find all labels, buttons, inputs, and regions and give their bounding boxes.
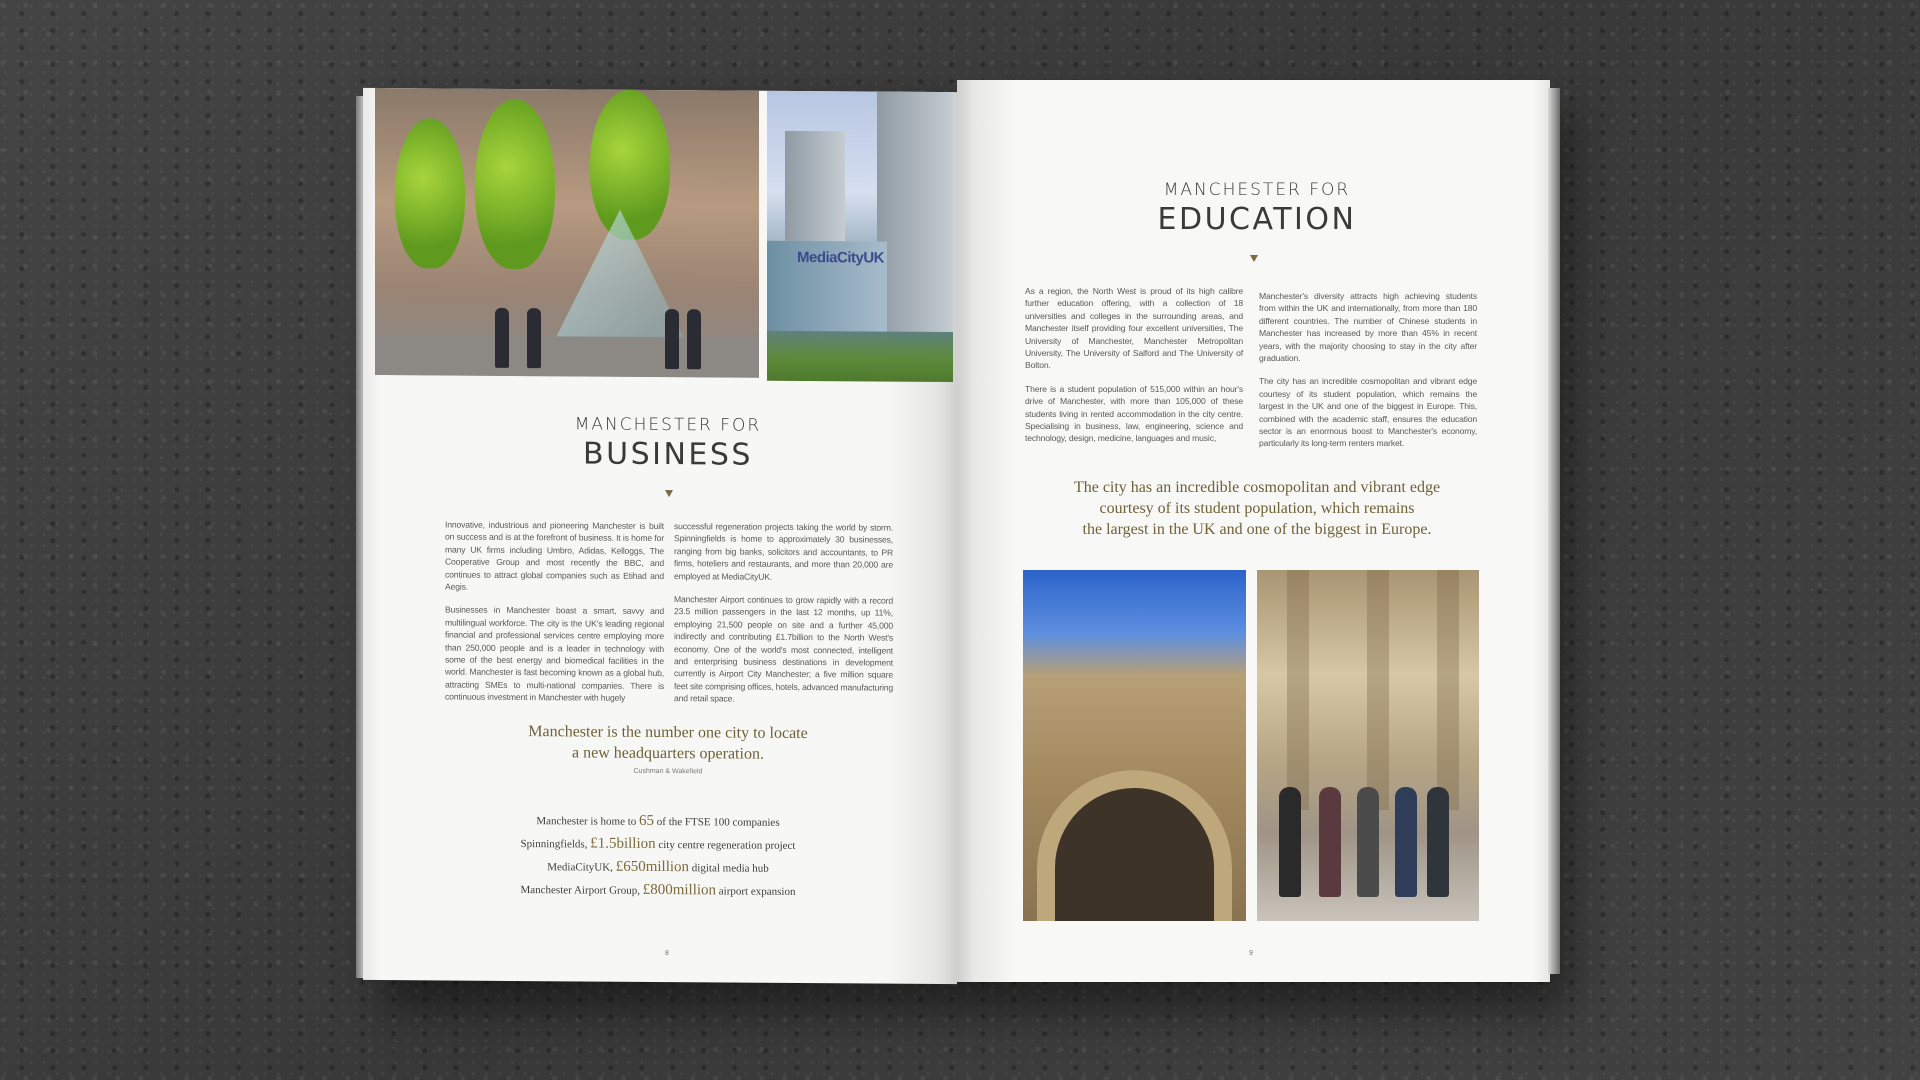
- paragraph: The city has an incredible cosmopolitan and vibrant edge courtesy of its student population, which remains the largest in the UK and one of the biggest in Europe. This, combined with the academic staff, ensures the education sector is an enormous boost to Manchester's economy, particularly its long-term renters market.: [1259, 376, 1477, 449]
- pavement: [375, 335, 759, 378]
- university-building-photo: [1023, 570, 1246, 921]
- quote-line: Manchester is the number one city to locate: [528, 723, 808, 743]
- quote-line: The city has an incredible cosmopolitan and vibrant edge: [1073, 479, 1441, 496]
- education-heading: [1127, 180, 1387, 237]
- student: [1395, 787, 1417, 897]
- mediacity-photo: [767, 91, 953, 382]
- stat-row: [423, 831, 893, 857]
- paragraph: Manchester's diversity attracts high achieving students from within the UK and internationally, from more than 180 different countries. The number of Chinese students in Manchester has increased by more than 45% in recent years, with the majority choosing to stay in the city after graduation.: [1259, 291, 1477, 364]
- paragraph: successful regeneration projects taking the world by storm. Spinningfields is home to approximately 30 businesses, ranging from big banks, solicitors and accountants, to PR firms, hoteliers and restaurants, and more than 20,000 are employed at MediaCityUK.: [674, 521, 893, 582]
- paragraph: As a region, the North West is proud of its high calibre further education offering, with a collection of 18 universities and colleges in the surrounding areas, and Manchester itself providing four excellent universities, The University of Manchester, Manchester Metropolitan University, The University of Salford and The University of Bolton.: [1025, 286, 1243, 371]
- stat-highlight: £1.5billion: [590, 835, 656, 852]
- right-page-edge: [1548, 88, 1560, 974]
- paragraph: Innovative, industrious and pioneering Manchester is built on success and is at the forefront of business. It is home for many UK firms including Umbro, Adidas, Kelloggs, The Cooperative Group and most recently the BBC, and continues to attract global companies such as Etihad and Aegis.: [445, 519, 664, 592]
- heading-big: BUSINESS: [583, 436, 753, 473]
- heading-big: EDUCATION: [1157, 202, 1357, 237]
- student: [1279, 787, 1301, 897]
- education-column-1: [1025, 285, 1243, 456]
- stat-highlight: £800million: [642, 881, 717, 899]
- triangle-marker-icon: [1250, 255, 1258, 262]
- quote-line: a new headquarters operation.: [572, 744, 764, 763]
- tree-shape: [395, 118, 465, 268]
- quote-line: the largest in the UK and one of the biggest in Europe.: [1082, 521, 1432, 538]
- page-number: 9: [1249, 950, 1253, 957]
- student: [1427, 787, 1449, 897]
- stat-highlight: 65: [639, 812, 655, 829]
- students-walking-photo: [1257, 570, 1479, 921]
- stat-text: MediaCityUK,: [547, 861, 616, 874]
- business-column-1: [445, 518, 664, 715]
- pedestrian: [495, 308, 509, 368]
- stat-row: [423, 877, 893, 903]
- quote-line: courtesy of its student population, which remains: [1099, 500, 1415, 517]
- stat-text: digital media hub: [689, 862, 769, 875]
- tree-shape: [590, 90, 670, 241]
- building: [877, 92, 953, 333]
- business-pull-quote: [453, 721, 883, 766]
- stat-highlight: £650million: [615, 858, 690, 876]
- column: [1437, 570, 1459, 810]
- arch: [1037, 770, 1232, 921]
- heading-small: MANCHESTER FOR: [1163, 180, 1351, 200]
- paragraph: Businesses in Manchester boast a smart, savvy and multilingual workforce. The city is the UK's leading regional financial and professional services centre employing more than 250,000 people and is a leader in technology with some of the best energy and biomedical facilities in the world. Manchester is fast becoming known as a global hub, attracting SMEs to multi-national companies. There is continuous investment in Manchester with hugely: [445, 604, 664, 704]
- left-page: [363, 88, 957, 984]
- education-column-2: [1259, 290, 1477, 461]
- building: [785, 131, 845, 241]
- business-stats: [423, 808, 893, 903]
- pedestrian: [665, 309, 679, 369]
- heading-small: MANCHESTER FOR: [574, 414, 762, 436]
- stat-text: airport expansion: [716, 885, 796, 898]
- triangle-marker-icon: [665, 490, 673, 497]
- column: [1287, 570, 1309, 810]
- stat-text: Manchester Airport Group,: [520, 884, 643, 897]
- quote-attribution: Cushman & Wakefield: [633, 767, 703, 776]
- business-column-2: [674, 520, 893, 717]
- stat-text: Manchester is home to: [536, 815, 640, 828]
- paragraph: Manchester Airport continues to grow rapidly with a record 23.5 million passengers in the last 12 months, up 11%, employing 21,500 people on site and a further 45,000 indirectly and contributing £1.7billion to the North West's economy. One of the world's most connected, intelligent and enterprising business destinations in development currently is Airport City Manchester; a five million square feet site comprising offices, hotels, advanced manufacturing and retail space.: [674, 594, 893, 704]
- mediacity-sign: MediaCityUK: [797, 248, 885, 267]
- page-number: 8: [665, 950, 669, 958]
- right-page: [957, 80, 1550, 982]
- pedestrian: [687, 309, 701, 369]
- column: [1367, 570, 1389, 810]
- stat-row: [423, 854, 893, 880]
- tree-shape: [475, 99, 555, 270]
- student: [1319, 787, 1341, 897]
- stat-text: city centre regeneration project: [655, 838, 796, 852]
- business-district-photo: [375, 88, 759, 378]
- student: [1357, 787, 1379, 897]
- pedestrian: [527, 308, 541, 368]
- stat-text: of the FTSE 100 companies: [654, 815, 780, 829]
- stat-row: [423, 808, 893, 834]
- education-pull-quote: [1017, 477, 1497, 540]
- business-heading: [543, 414, 793, 473]
- stat-text: Spinningfields,: [520, 838, 591, 851]
- paragraph: There is a student population of 515,000 within an hour's drive of Manchester, with more than 105,000 of these students living in rented accommodation in the city centre. Specialising in business, law, engineering, science and technology, design, medicine, languages and music,: [1025, 383, 1243, 444]
